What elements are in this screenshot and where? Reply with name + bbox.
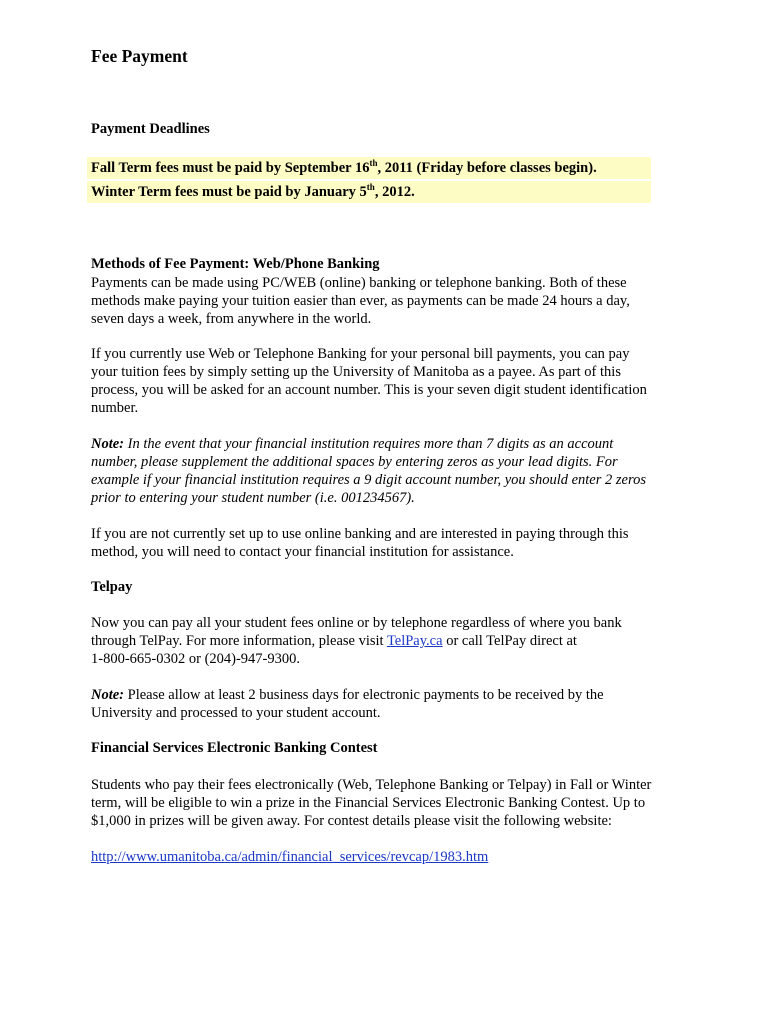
telpay-text-end: or call TelPay direct at bbox=[442, 633, 577, 649]
methods-heading: Methods of Fee Payment: Web/Phone Banking bbox=[91, 256, 380, 272]
fall-deadline-text: Fall Term fees must be paid by September 16 bbox=[91, 160, 370, 176]
telpay-note bbox=[91, 686, 691, 722]
winter-deadline-ordinal: th bbox=[366, 182, 375, 192]
contest-paragraph bbox=[91, 776, 691, 830]
text-line: number. bbox=[91, 400, 139, 416]
text-line: Students who pay their fees electronically (Web, Telephone Banking or Telpay) in Fall or Winter bbox=[91, 777, 652, 793]
text-line: University and processed to your student account. bbox=[91, 705, 381, 721]
winter-term-deadline bbox=[87, 181, 651, 203]
winter-deadline-text-end: , 2012. bbox=[374, 184, 415, 200]
telpay-text: through TelPay. For more information, please visit bbox=[91, 633, 387, 649]
text-line: seven days a week, from anywhere in the world. bbox=[91, 311, 372, 327]
note-label: Note: bbox=[91, 687, 125, 703]
text-line: method, you will need to contact your financial institution for assistance. bbox=[91, 544, 514, 560]
methods-paragraph-2 bbox=[91, 345, 691, 417]
fall-term-deadline bbox=[87, 157, 651, 179]
text-line: term, will be eligible to win a prize in the Financial Services Electronic Banking Contest. Up to bbox=[91, 795, 646, 811]
text-line: your tuition fees by simply setting up the University of Manitoba as a payee. As part of this bbox=[91, 364, 621, 380]
text-line: example if your financial institution requires a 9 digit account number, you should enter 2 zeros bbox=[91, 472, 646, 488]
page-title: Fee Payment bbox=[91, 46, 188, 66]
fall-deadline-text-end: , 2011 (Friday before classes begin). bbox=[377, 160, 597, 176]
winter-deadline-text: Winter Term fees must be paid by January 5 bbox=[91, 184, 367, 200]
note-text: Please allow at least 2 business days for electronic payments to be received by the bbox=[124, 687, 604, 703]
text-line: methods make paying your tuition easier than ever, as payments can be made 24 hours a day, bbox=[91, 293, 630, 309]
text-line bbox=[91, 632, 691, 650]
methods-note bbox=[91, 435, 691, 507]
text-line: Now you can pay all your student fees online or by telephone regardless of where you bank bbox=[91, 615, 622, 631]
telpay-phone-numbers: 1-800-665-0302 or (204)-947-9300. bbox=[91, 651, 301, 667]
fall-deadline-ordinal: th bbox=[369, 158, 378, 168]
contest-url-link[interactable]: http://www.umanitoba.ca/admin/financial_services/revcap/1983.htm bbox=[91, 849, 489, 865]
text-line bbox=[91, 435, 691, 453]
telpay-paragraph bbox=[91, 614, 691, 668]
telpay-link[interactable]: TelPay.ca bbox=[386, 633, 443, 649]
note-label: Note: bbox=[91, 436, 125, 452]
methods-paragraph-3 bbox=[91, 525, 691, 561]
methods-paragraph-1 bbox=[91, 274, 691, 328]
text-line: prior to entering your student number (i.e. 001234567). bbox=[91, 490, 415, 506]
contest-url-line bbox=[91, 848, 691, 866]
text-line: If you are not currently set up to use online banking and are interested in paying through this bbox=[91, 526, 629, 542]
text-line: process, you will be asked for an account number. This is your seven digit student identification bbox=[91, 382, 647, 398]
text-line bbox=[91, 686, 691, 704]
text-line: $1,000 in prizes will be given away. For contest details please visit the following website: bbox=[91, 813, 612, 829]
telpay-heading: Telpay bbox=[91, 579, 133, 595]
text-line: If you currently use Web or Telephone Banking for your personal bill payments, you can pay bbox=[91, 346, 630, 362]
contest-heading: Financial Services Electronic Banking Contest bbox=[91, 740, 378, 756]
text-line: Payments can be made using PC/WEB (online) banking or telephone banking. Both of these bbox=[91, 275, 627, 291]
text-line: number, please supplement the additional spaces by entering zeros as your lead digits. For bbox=[91, 454, 618, 470]
note-text: In the event that your financial institution requires more than 7 digits as an account bbox=[124, 436, 614, 452]
payment-deadlines-heading: Payment Deadlines bbox=[91, 121, 210, 137]
